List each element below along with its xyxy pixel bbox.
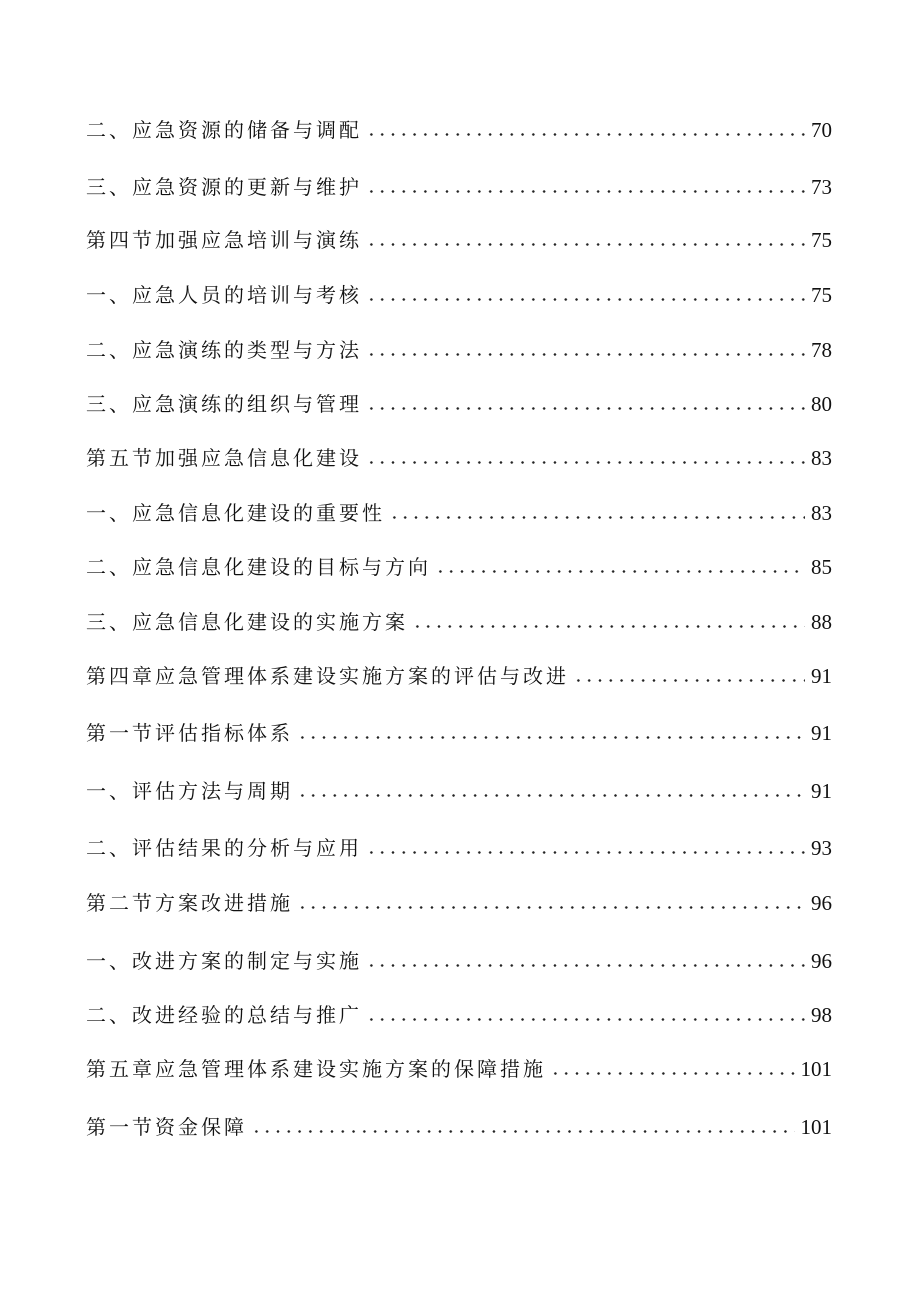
- toc-entry[interactable]: [86, 551, 832, 583]
- toc-page-number: 85: [811, 555, 832, 579]
- toc-entry[interactable]: [86, 224, 832, 256]
- toc-entry-title: 第四节加强应急培训与演练: [86, 228, 362, 252]
- toc-entry[interactable]: [86, 334, 832, 366]
- toc-entry-title: 第一节资金保障: [86, 1115, 247, 1139]
- toc-page-number: 80: [811, 392, 832, 416]
- toc-dot-leader: [389, 515, 805, 520]
- toc-entry-title: 第五章应急管理体系建设实施方案的保障措施: [86, 1057, 546, 1081]
- toc-page-number: 91: [811, 779, 832, 803]
- toc-entry-title: 第二节方案改进措施: [86, 891, 293, 915]
- toc-entry-title: 一、应急信息化建设的重要性: [86, 501, 385, 525]
- toc-entry-title: 三、应急演练的组织与管理: [86, 392, 362, 416]
- toc-dot-leader: [366, 963, 805, 968]
- toc-entry-title: 二、改进经验的总结与推广: [86, 1003, 362, 1027]
- toc-entry-title: 第一节评估指标体系: [86, 721, 293, 745]
- toc-entry[interactable]: [86, 497, 832, 529]
- toc-entry[interactable]: [86, 945, 832, 977]
- toc-dot-leader: [366, 352, 805, 357]
- toc-dot-leader: [573, 678, 805, 683]
- toc-entry-title: 二、应急演练的类型与方法: [86, 338, 362, 362]
- toc-page-number: 96: [811, 949, 832, 973]
- toc-dot-leader: [366, 297, 805, 302]
- toc-dot-leader: [366, 189, 805, 194]
- toc-entry[interactable]: [86, 114, 832, 146]
- toc-page-number: 91: [811, 664, 832, 688]
- toc-page-number: 91: [811, 721, 832, 745]
- toc-dot-leader: [251, 1129, 795, 1134]
- toc-dot-leader: [297, 793, 805, 798]
- toc-entry-title: 一、应急人员的培训与考核: [86, 283, 362, 307]
- toc-entry[interactable]: [86, 999, 832, 1031]
- toc-entry[interactable]: [86, 442, 832, 474]
- toc-page-number: 83: [811, 501, 832, 525]
- toc-page-number: 70: [811, 118, 832, 142]
- table-of-contents: [86, 0, 832, 1301]
- toc-entry[interactable]: [86, 171, 832, 203]
- toc-entry[interactable]: [86, 279, 832, 311]
- toc-page-number: 88: [811, 610, 832, 634]
- toc-dot-leader: [366, 850, 805, 855]
- toc-entry[interactable]: [86, 606, 832, 638]
- toc-dot-leader: [366, 406, 805, 411]
- toc-entry[interactable]: [86, 832, 832, 864]
- toc-entry-title: 一、改进方案的制定与实施: [86, 949, 362, 973]
- toc-entry-title: 一、评估方法与周期: [86, 779, 293, 803]
- toc-entry-title: 第四章应急管理体系建设实施方案的评估与改进: [86, 664, 569, 688]
- toc-dot-leader: [366, 1017, 805, 1022]
- toc-dot-leader: [435, 569, 805, 574]
- toc-page-number: 101: [800, 1115, 832, 1139]
- toc-entry[interactable]: [86, 1053, 832, 1085]
- toc-page-number: 101: [800, 1057, 832, 1081]
- toc-dot-leader: [366, 460, 805, 465]
- toc-dot-leader: [297, 905, 805, 910]
- toc-dot-leader: [366, 132, 805, 137]
- toc-entry-title: 二、应急信息化建设的目标与方向: [86, 555, 431, 579]
- toc-entry-title: 二、评估结果的分析与应用: [86, 836, 362, 860]
- toc-entry-title: 第五节加强应急信息化建设: [86, 446, 362, 470]
- toc-entry-title: 二、应急资源的储备与调配: [86, 118, 362, 142]
- toc-entry[interactable]: [86, 660, 832, 692]
- toc-dot-leader: [550, 1071, 795, 1076]
- toc-page-number: 98: [811, 1003, 832, 1027]
- toc-entry-title: 三、应急资源的更新与维护: [86, 175, 362, 199]
- toc-entry[interactable]: [86, 887, 832, 919]
- toc-page-number: 75: [811, 283, 832, 307]
- toc-dot-leader: [366, 242, 805, 247]
- toc-page-number: 96: [811, 891, 832, 915]
- toc-page-number: 73: [811, 175, 832, 199]
- toc-entry[interactable]: [86, 1111, 832, 1143]
- toc-page-number: 83: [811, 446, 832, 470]
- toc-entry[interactable]: [86, 775, 832, 807]
- toc-dot-leader: [297, 735, 805, 740]
- toc-page-number: 75: [811, 228, 832, 252]
- toc-page-number: 78: [811, 338, 832, 362]
- toc-entry[interactable]: [86, 717, 832, 749]
- toc-entry-title: 三、应急信息化建设的实施方案: [86, 610, 408, 634]
- toc-dot-leader: [412, 624, 805, 629]
- toc-page-number: 93: [811, 836, 832, 860]
- toc-entry[interactable]: [86, 388, 832, 420]
